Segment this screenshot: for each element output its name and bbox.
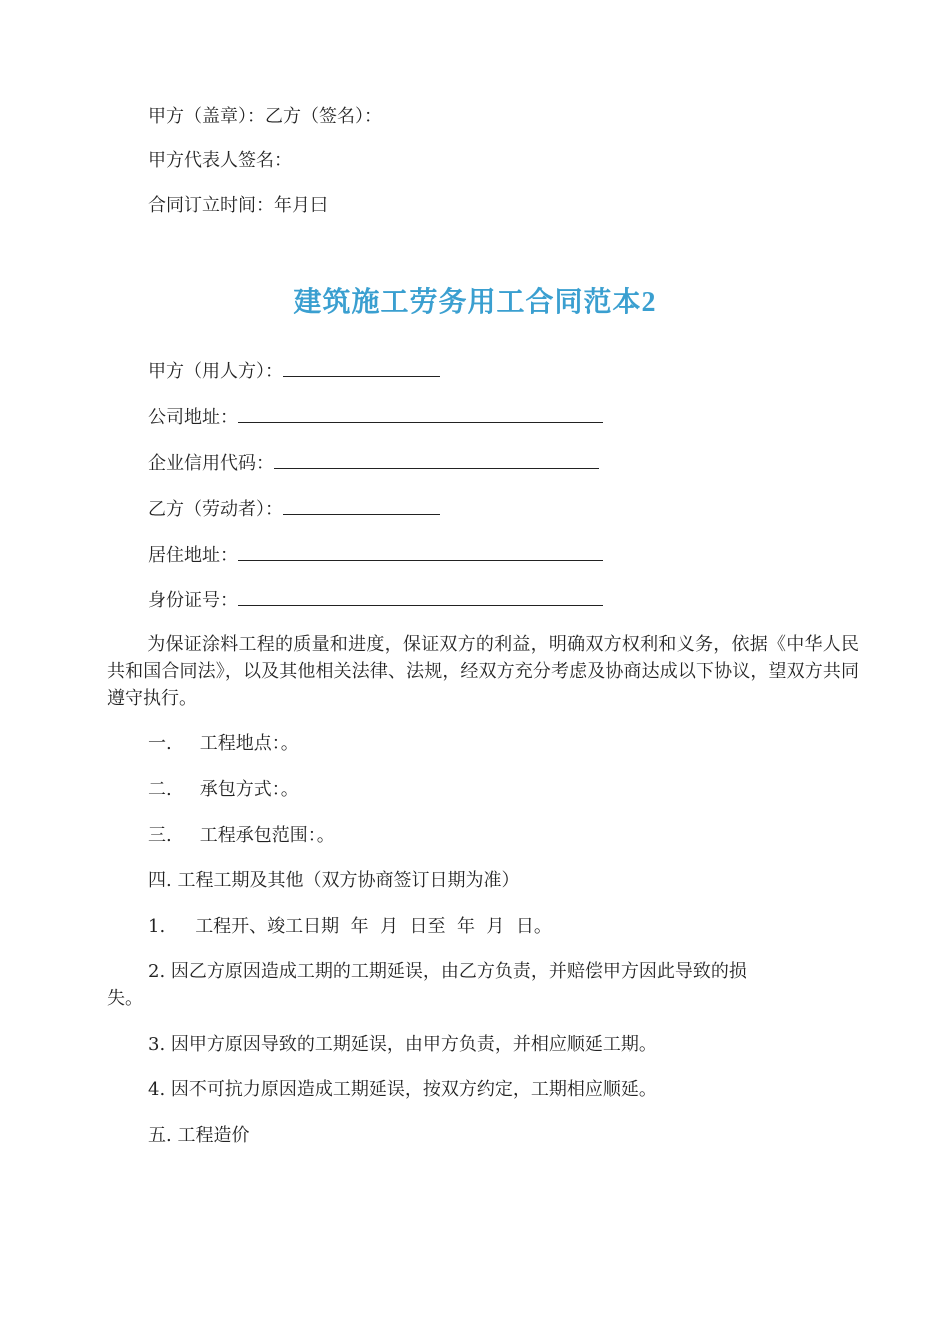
clause-4-2-line-1: 2. 因乙方原因造成工期的工期延误，由乙方负责，并赔偿甲方因此导致的损 [148, 961, 747, 982]
residence-field [148, 540, 603, 570]
clause-4-1-text: 工程开、竣工日期 年 月 日至 年 月 日。 [195, 916, 552, 937]
company-address-label: 公司地址： [148, 407, 238, 428]
clause-3-number: 三. [148, 825, 172, 846]
id-number-label: 身份证号： [148, 590, 238, 611]
clause-5: 五. 工程造价 [148, 1125, 250, 1146]
clause-4-1 [148, 913, 552, 941]
party-a-rep-line: 甲方代表人签名： [148, 150, 292, 171]
clause-3-text: 工程承包范围：。 [199, 825, 335, 846]
clause-4-2-line-2: 失。 [107, 988, 143, 1009]
contract-date-line: 合同订立时间：年月曰 [148, 195, 328, 216]
residence-blank [238, 540, 603, 561]
clause-4-1-number: 1. [148, 916, 166, 937]
intro-paragraph [107, 631, 859, 712]
clause-2 [148, 776, 299, 804]
clause-4-3: 3. 因甲方原因导致的工期延误，由甲方负责，并相应顺延工期。 [148, 1034, 657, 1055]
party-a-label: 甲方（用人方）： [148, 361, 283, 382]
id-number-field [148, 585, 603, 615]
clause-2-text: 承包方式：。 [199, 779, 299, 800]
clause-4-4: 4. 因不可抗力原因造成工期延误，按双方约定，工期相应顺延。 [148, 1079, 657, 1100]
party-b-blank [283, 494, 440, 515]
party-b-field [148, 494, 440, 524]
clause-4: 四. 工程工期及其他（双方协商签订日期为准） [148, 870, 520, 891]
document-title: 建筑施工劳务用工合同范本2 [293, 287, 657, 318]
clause-3 [148, 822, 335, 850]
clause-1 [148, 730, 299, 758]
company-address-field [148, 402, 603, 432]
party-a-blank [283, 356, 440, 377]
credit-code-label: 企业信用代码： [148, 453, 274, 474]
intro-text: 为保证涂料工程的质量和进度，保证双方的利益，明确双方权利和义务，依据《中华人民共和国合同法》，以及其他相关法律、法规，经双方充分考虑及协商达成以下协议，望双方共同遵守执行。 [107, 634, 859, 709]
party-a-field [148, 356, 440, 386]
clause-1-text: 工程地点：。 [199, 733, 299, 754]
clause-1-number: 一. [148, 733, 172, 754]
id-number-blank [238, 585, 603, 606]
party-b-label: 乙方（劳动者）： [148, 499, 283, 520]
company-address-blank [238, 402, 603, 423]
residence-label: 居住地址： [148, 545, 238, 566]
party-a-seal-line: 甲方（盖章）：乙方（签名）： [148, 106, 382, 127]
clause-2-number: 二. [148, 779, 172, 800]
credit-code-blank [274, 448, 599, 469]
credit-code-field [148, 448, 599, 478]
